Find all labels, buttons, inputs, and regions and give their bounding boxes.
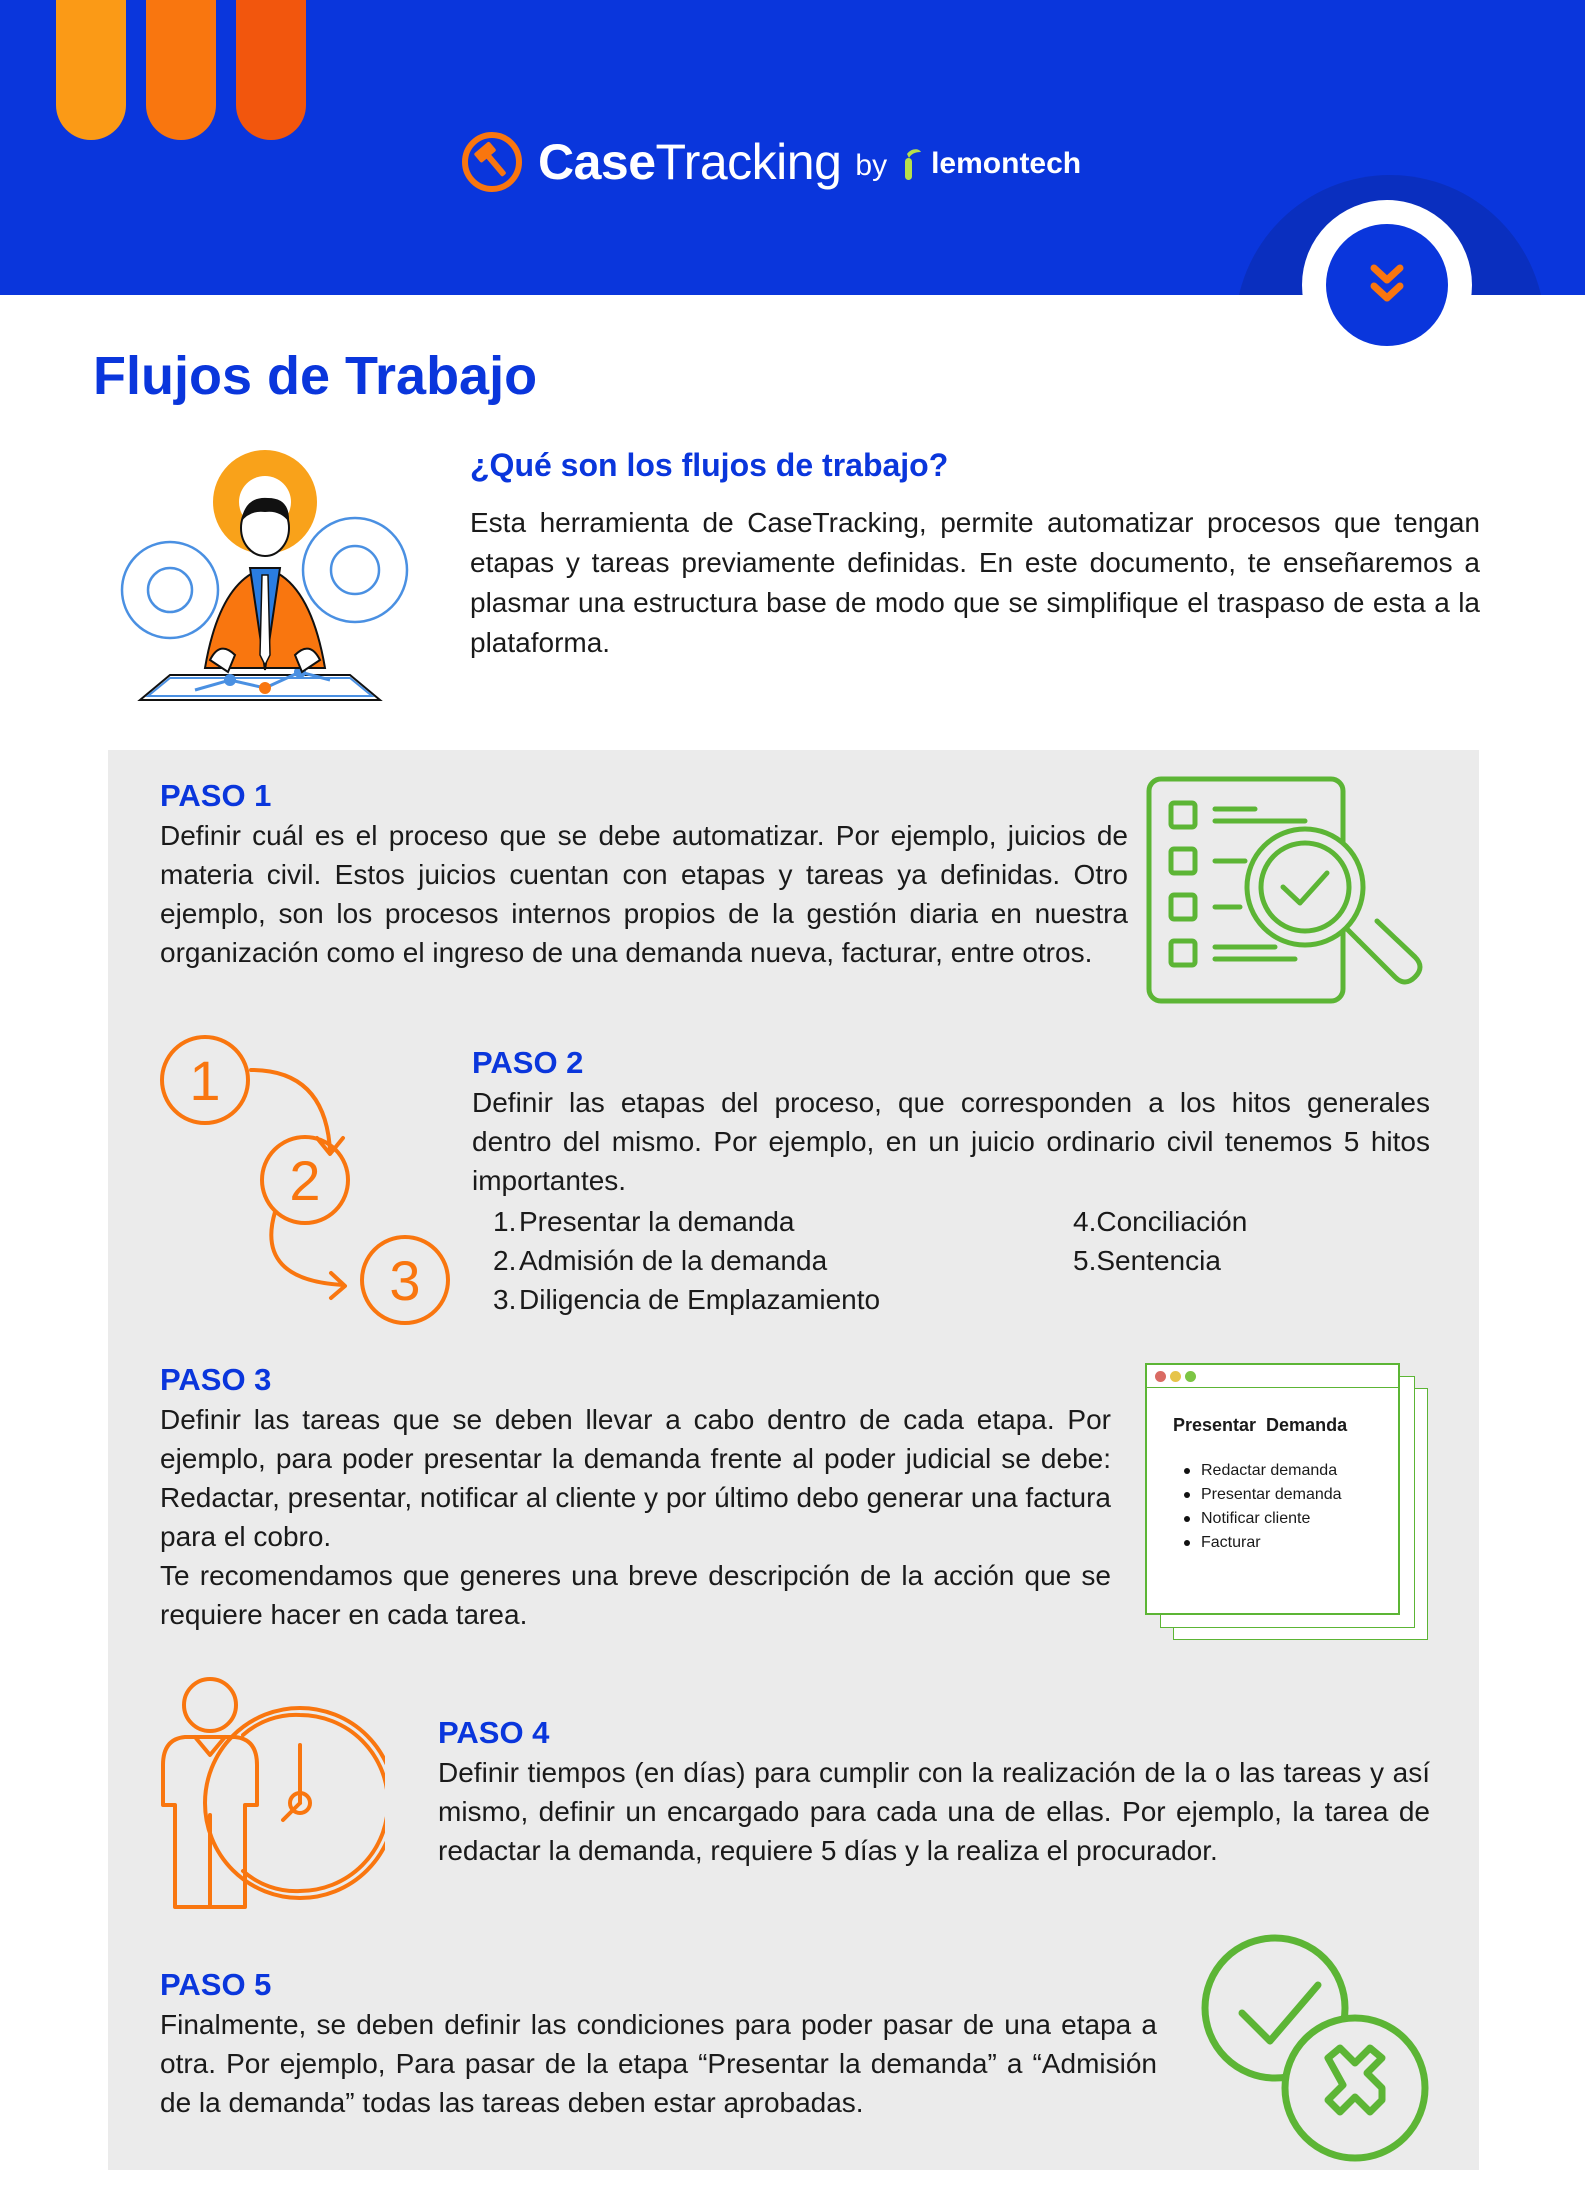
step-3-body: Definir las tareas que se deben llevar a cabo dentro de cada etapa. Por ejemplo, para poder presentar la demanda frente al poder judicial se debe: Redactar, presentar, notificar al cliente y por último debo generar una factura para el cobro. (160, 1404, 1111, 1552)
scroll-down-badge (1302, 200, 1472, 370)
page-title: Flujos de Trabajo (93, 346, 538, 406)
brand-by: by (855, 149, 888, 182)
step-4-title: PASO 4 (438, 1715, 550, 1750)
window-dot (1155, 1371, 1166, 1382)
stage-item (1073, 1202, 1393, 1241)
person-clock-icon (155, 1675, 385, 1915)
card-task: Redactar demanda (1201, 1459, 1342, 1483)
stage-label: Admisión de la demanda (519, 1245, 828, 1276)
step-3-title: PASO 3 (160, 1362, 272, 1397)
partner-name: lemontech (931, 147, 1082, 180)
stage-number: 3. (493, 1284, 517, 1315)
card-task-list (1201, 1459, 1342, 1555)
stage-label: Diligencia de Emplazamiento (519, 1284, 881, 1315)
card-title: Presentar Demanda (1173, 1415, 1348, 1435)
brand-name-bold: Case (538, 134, 656, 190)
stage-label: Conciliación (1096, 1206, 1248, 1237)
stage-item (493, 1241, 1053, 1280)
worker-gears-illustration (100, 440, 430, 720)
stage-number: 4. (1073, 1206, 1097, 1237)
step-4-body: Definir tiempos (en días) para cumplir con la realización de la o las tareas y así mismo, definir un encargado para cada una de ellas. Por ejemplo, la tarea de redactar la demanda, requiere 5 días y la realiza el procurador. (438, 1757, 1430, 1866)
stage-item (493, 1202, 1053, 1241)
card-divider (1147, 1387, 1398, 1388)
stage-label: Sentencia (1096, 1245, 1221, 1276)
stage-item (1073, 1241, 1393, 1280)
step-5-body: Finalmente, se deben definir las condiciones para poder pasar de una etapa a otra. Por ejemplo, Para pasar de la etapa “Presentar la demanda” a “Admisión de la demanda” todas las tareas deben estar aprobadas. (160, 2009, 1157, 2118)
intro-body: Esta herramienta de CaseTracking, permite automatizar procesos que tengan etapas y tareas previamente definidas. En este documento, te enseñaremos a plasmar una estructura base de modo que se simplifique el traspaso de esta a la plataforma. (470, 507, 1480, 658)
step-2-title: PASO 2 (472, 1045, 584, 1080)
step-5-title: PASO 5 (160, 1967, 272, 2002)
task-card (1145, 1363, 1400, 1615)
stage-number: 1. (493, 1206, 517, 1237)
card-task: Notificar cliente (1201, 1507, 1342, 1531)
brand-name-light: Tracking (655, 134, 842, 190)
decor-bar (146, 0, 216, 140)
stages-list-right (1073, 1202, 1393, 1280)
flow-number: 1 (189, 1049, 221, 1112)
flow-number: 3 (389, 1249, 421, 1312)
flow-number: 2 (289, 1149, 321, 1212)
checklist-search-icon (1145, 775, 1430, 1007)
brand-logo (460, 122, 1081, 202)
decor-bar (56, 0, 126, 140)
step-1-title: PASO 1 (160, 778, 272, 813)
stage-number: 5. (1073, 1245, 1097, 1276)
window-dot (1170, 1371, 1181, 1382)
chevron-double-down-icon (1362, 260, 1412, 310)
stages-list-left (493, 1202, 1053, 1319)
step-2-body: Definir las etapas del proceso, que corresponden a los hitos generales dentro del mismo. Por ejemplo, en un juicio ordinario civil tenemos 5 hitos importantes. (472, 1087, 1430, 1196)
approve-reject-icon (1200, 1933, 1432, 2165)
step-3-body-2: Te recomendamos que generes una breve descripción de la acción que se requiere hacer en cada tarea. (160, 1560, 1111, 1630)
step-1-body: Definir cuál es el proceso que se debe automatizar. Por ejemplo, juicios de materia civil. Estos juicios cuentan con etapas y tareas ya definidas. Otro ejemplo, son los procesos internos propios de la gestión diaria en nuestra organización como el ingreso de una demanda nueva, facturar, entre otros. (160, 820, 1128, 968)
decor-bar (236, 0, 306, 140)
lemon-logo-icon (901, 146, 925, 182)
window-controls (1155, 1371, 1196, 1382)
stage-number: 2. (493, 1245, 517, 1276)
intro-question: ¿Qué son los flujos de trabajo? (470, 447, 949, 483)
stage-item (493, 1280, 1053, 1319)
window-dot (1185, 1371, 1196, 1382)
card-task: Presentar demanda (1201, 1483, 1342, 1507)
card-task: Facturar (1201, 1531, 1342, 1555)
stage-label: Presentar la demanda (519, 1206, 795, 1237)
gavel-logo-icon (460, 130, 524, 194)
numbered-flow-icon (155, 1030, 455, 1328)
